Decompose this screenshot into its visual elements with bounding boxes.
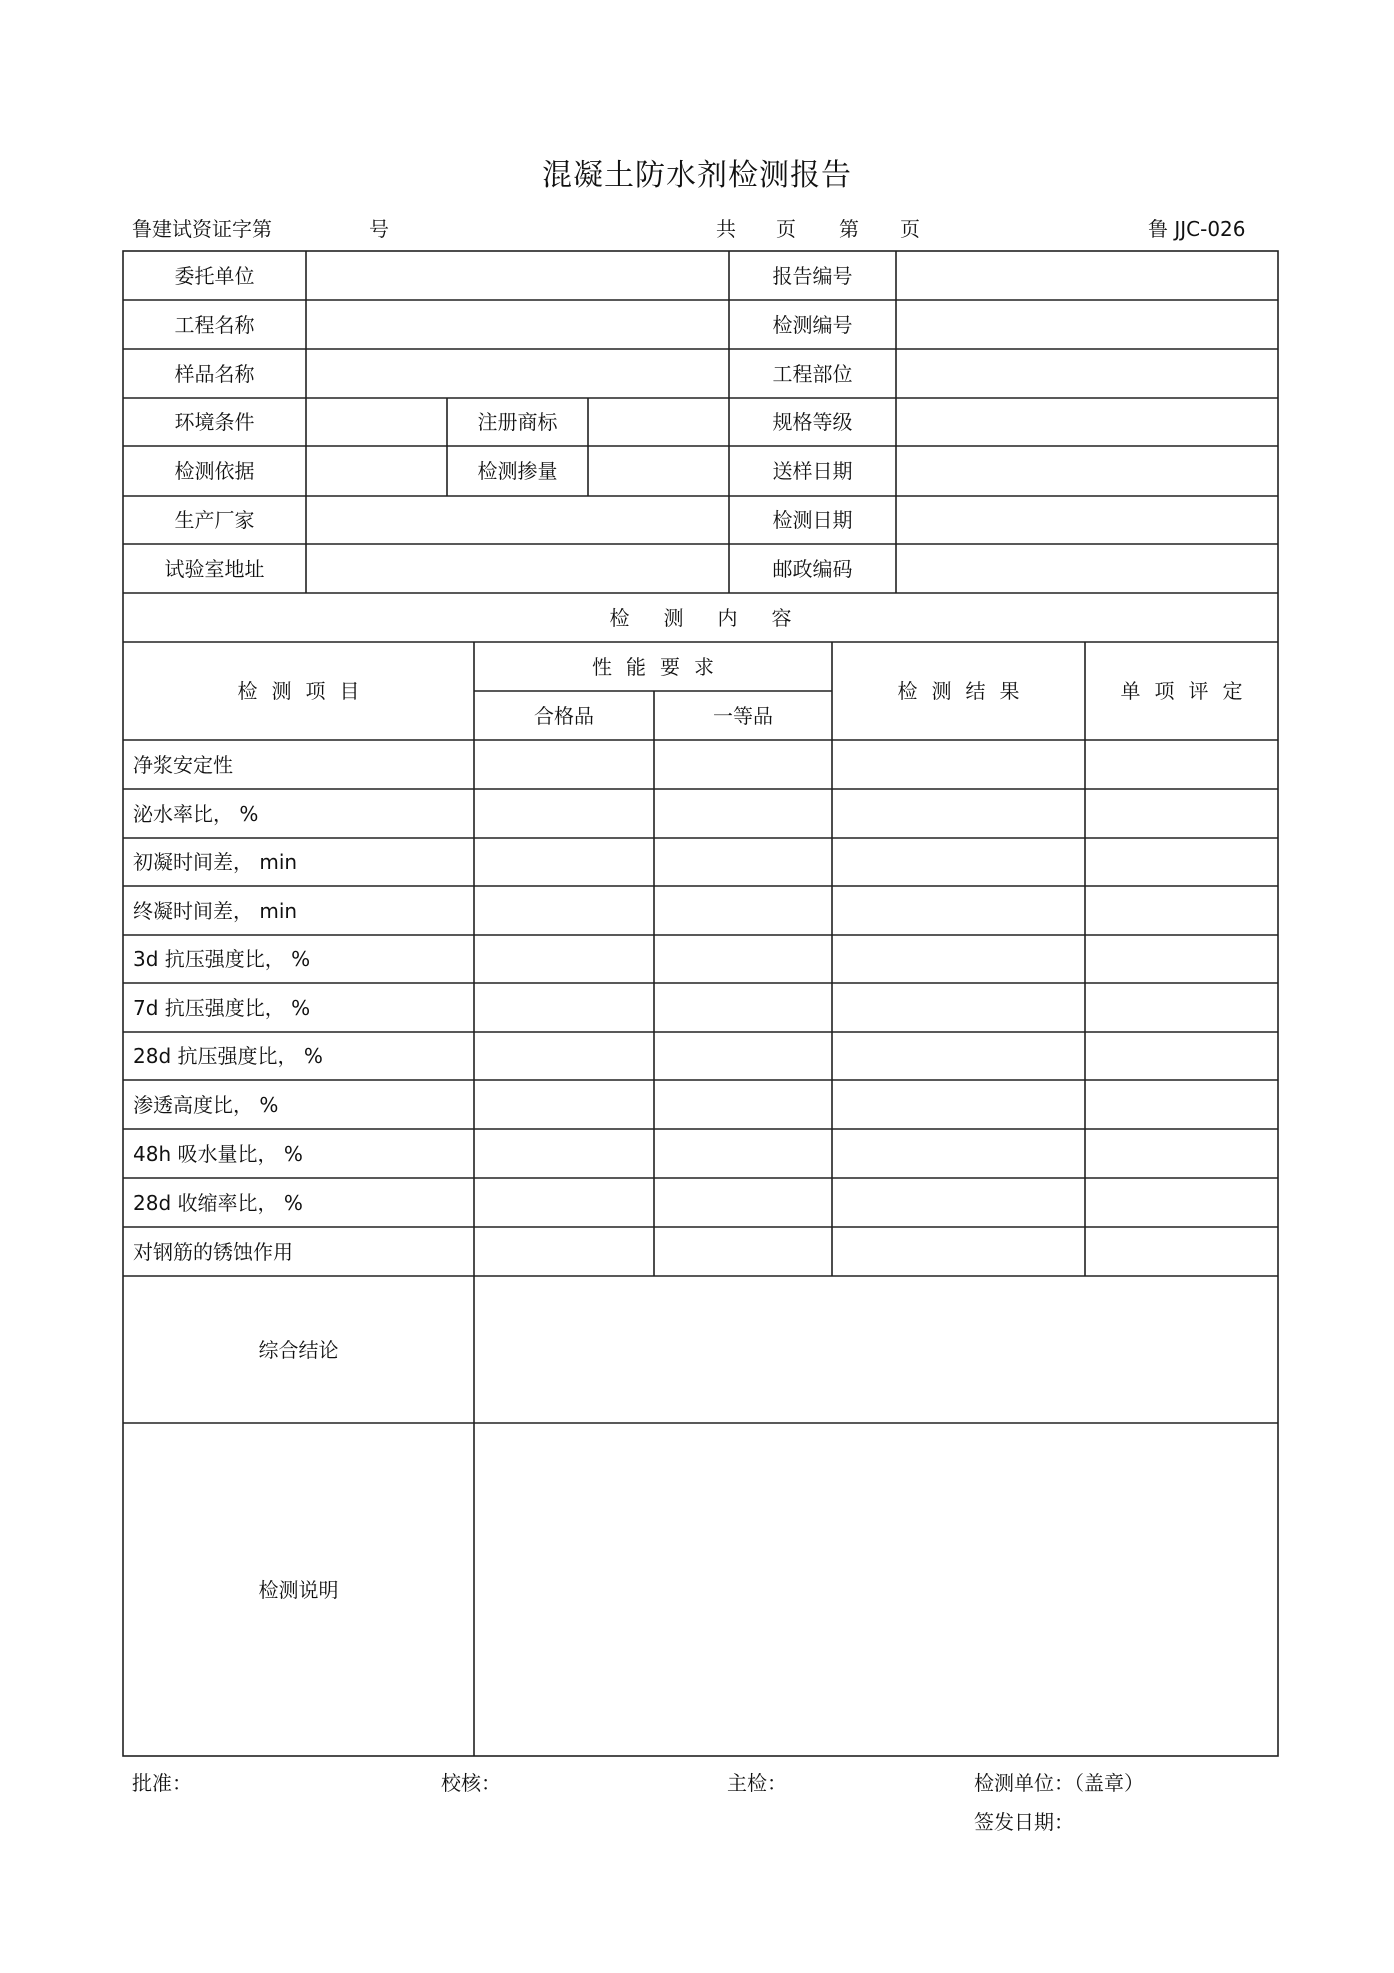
main-test-label: 主检： <box>727 1771 787 1795</box>
table-row-label: 28d 抗压强度比， % <box>133 1044 323 1068</box>
cert-prefix: 鲁建试资证字第 <box>132 217 272 241</box>
project-part-field[interactable] <box>897 350 1277 397</box>
test-unit-label: 检测单位：（盖章） <box>974 1771 1144 1795</box>
environment-field[interactable] <box>307 399 446 445</box>
basis-field[interactable] <box>307 447 446 495</box>
test-no-label: 检测编号 <box>772 312 853 337</box>
trademark-label: 注册商标 <box>477 410 558 434</box>
col-qualified-header: 合格品 <box>534 703 594 728</box>
nth-label: 第 <box>839 217 859 241</box>
col-requirement-header: 性能要求 <box>592 654 728 679</box>
table-row-label: 对钢筋的锈蚀作用 <box>133 1239 293 1264</box>
review-label: 校核： <box>441 1771 501 1795</box>
content-title: 检测内容 <box>609 605 826 630</box>
cert-suffix: 号 <box>369 217 389 241</box>
lab-address-field[interactable] <box>307 545 728 592</box>
postcode-field[interactable] <box>897 545 1277 592</box>
table-row-label: 3d 抗压强度比， % <box>133 947 311 971</box>
lab-address-label: 试验室地址 <box>164 556 265 581</box>
delivery-date-field[interactable] <box>897 447 1277 495</box>
table-row-label: 7d 抗压强度比， % <box>133 995 311 1020</box>
page-word-2: 页 <box>900 217 920 241</box>
total-pages-label: 共 <box>716 217 736 241</box>
table-row-label: 初凝时间差， min <box>133 850 298 874</box>
table-row-label: 泌水率比， % <box>133 801 259 826</box>
sample-name-field[interactable] <box>307 350 728 397</box>
project-name-field[interactable] <box>307 301 728 348</box>
postcode-label: 邮政编码 <box>772 556 853 581</box>
table-row-label: 48h 吸水量比， % <box>133 1141 303 1166</box>
test-date-label: 检测日期 <box>772 508 853 532</box>
col-first-class-header: 一等品 <box>713 703 773 728</box>
approve-label: 批准： <box>132 1771 192 1795</box>
basis-label: 检测依据 <box>174 459 255 483</box>
test-no-field[interactable] <box>897 301 1277 348</box>
table-row-label: 28d 收缩率比， % <box>133 1190 303 1215</box>
conclusion-field[interactable] <box>475 1277 1277 1422</box>
spec-grade-label: 规格等级 <box>772 410 853 434</box>
table-row-label: 终凝时间差， min <box>133 898 298 923</box>
table-row-label: 净浆安定性 <box>133 752 233 777</box>
trademark-field[interactable] <box>589 399 728 445</box>
notes-field[interactable] <box>475 1424 1277 1755</box>
col-item-header: 检测项目 <box>237 679 374 703</box>
client-label: 委托单位 <box>174 263 255 288</box>
conclusion-label: 综合结论 <box>258 1337 339 1362</box>
manufacturer-label: 生产厂家 <box>174 508 255 532</box>
notes-label: 检测说明 <box>258 1577 339 1602</box>
project-part-label: 工程部位 <box>772 361 853 386</box>
report-title: 混凝土防水剂检测报告 <box>542 158 852 193</box>
form-code: 鲁 JJC-026 <box>1148 217 1246 241</box>
project-name-label: 工程名称 <box>174 312 255 337</box>
spec-grade-field[interactable] <box>897 399 1277 445</box>
dosage-field[interactable] <box>589 447 728 495</box>
manufacturer-field[interactable] <box>307 497 728 543</box>
page-word: 页 <box>776 217 796 241</box>
sample-name-label: 样品名称 <box>174 361 255 386</box>
col-result-header: 检测结果 <box>897 679 1034 703</box>
report-no-field[interactable] <box>897 252 1277 299</box>
issue-date-label: 签发日期： <box>974 1810 1074 1834</box>
dosage-label: 检测掺量 <box>477 459 558 483</box>
col-evaluation-header: 单项评定 <box>1120 679 1257 703</box>
client-field[interactable] <box>307 252 728 299</box>
report-no-label: 报告编号 <box>772 263 853 288</box>
environment-label: 环境条件 <box>174 410 255 434</box>
test-date-field[interactable] <box>897 497 1277 543</box>
delivery-date-label: 送样日期 <box>772 459 853 483</box>
table-row-label: 渗透高度比， % <box>133 1092 279 1117</box>
